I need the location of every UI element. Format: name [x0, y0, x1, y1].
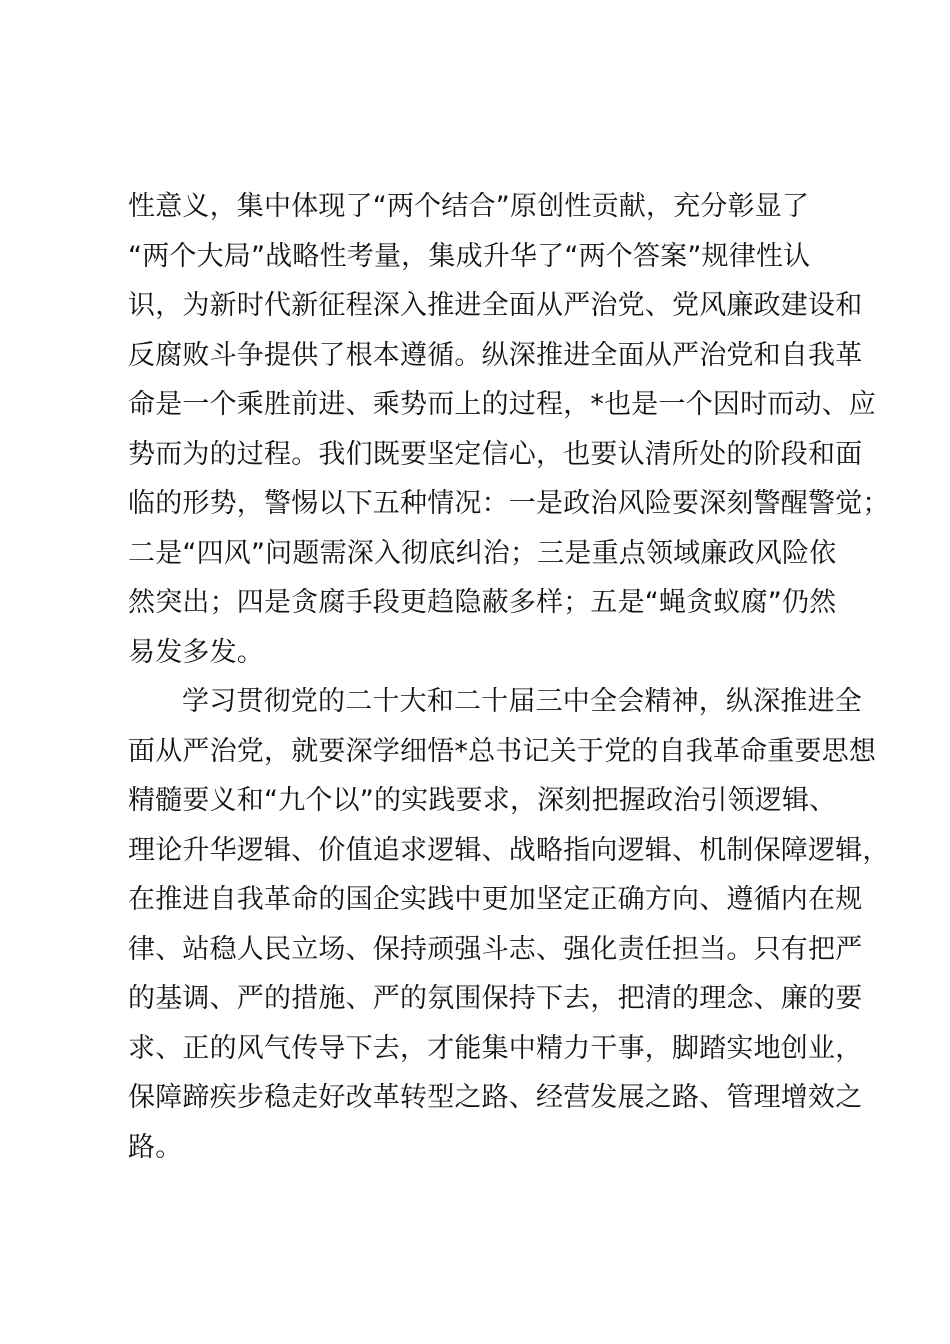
text-line: 临的形势，警惕以下五种情况：一是政治风险要深刻警醒警觉；: [128, 488, 890, 519]
text-line: 易发多发。: [128, 636, 264, 668]
text-line: 面从严治党，就要深学细悟*总书记关于党的自我革命重要思想: [128, 735, 877, 767]
paragraph-1: [128, 182, 890, 677]
text-line: 然突出；四是贪腐手段更趋隐蔽多样；五是“蝇贪蚁腐”仍然: [128, 587, 837, 618]
text-line: 在推进自我革命的国企实践中更加坚定正确方向、遵循内在规: [128, 884, 863, 915]
text-line: 命是一个乘胜前进、乘势而上的过程，*也是一个因时而动、应: [128, 389, 877, 420]
body-text: [128, 182, 890, 1172]
text-line: 求、正的风气传导下去，才能集中精力干事，脚踏实地创业，: [128, 1032, 863, 1064]
text-line: 二是“四风”问题需深入彻底纠治；三是重点领域廉政风险依: [128, 537, 837, 569]
text-line: 路。: [128, 1131, 183, 1163]
text-line: 律、站稳人民立场、保持顽强斗志、强化责任担当。只有把严: [128, 933, 863, 965]
text-line: 学习贯彻党的二十大和二十届三中全会精神，纵深推进全: [182, 686, 862, 717]
text-line: 识，为新时代新征程深入推进全面从严治党、党风廉政建设和: [128, 290, 863, 321]
text-line: 理论升华逻辑、价值追求逻辑、战略指向逻辑、机制保障逻辑，: [128, 834, 890, 866]
text-line: 精髓要义和“九个以”的实践要求，深刻把握政治引领逻辑、: [128, 785, 837, 816]
text-line: 势而为的过程。我们既要坚定信心，也要认清所处的阶段和面: [128, 438, 863, 470]
text-line: 的基调、严的措施、严的氛围保持下去，把清的理念、廉的要: [128, 983, 863, 1014]
text-line: 保障蹄疾步稳走好改革转型之路、经营发展之路、管理增效之: [128, 1082, 863, 1113]
text-line: “两个大局”战略性考量，集成升华了“两个答案”规律性认: [128, 240, 811, 272]
text-line: 反腐败斗争提供了根本遵循。纵深推进全面从严治党和自我革: [128, 339, 863, 371]
text-line: 性意义，集中体现了“两个结合”原创性贡献，充分彰显了: [128, 191, 810, 222]
paragraph-2: [128, 677, 890, 1172]
